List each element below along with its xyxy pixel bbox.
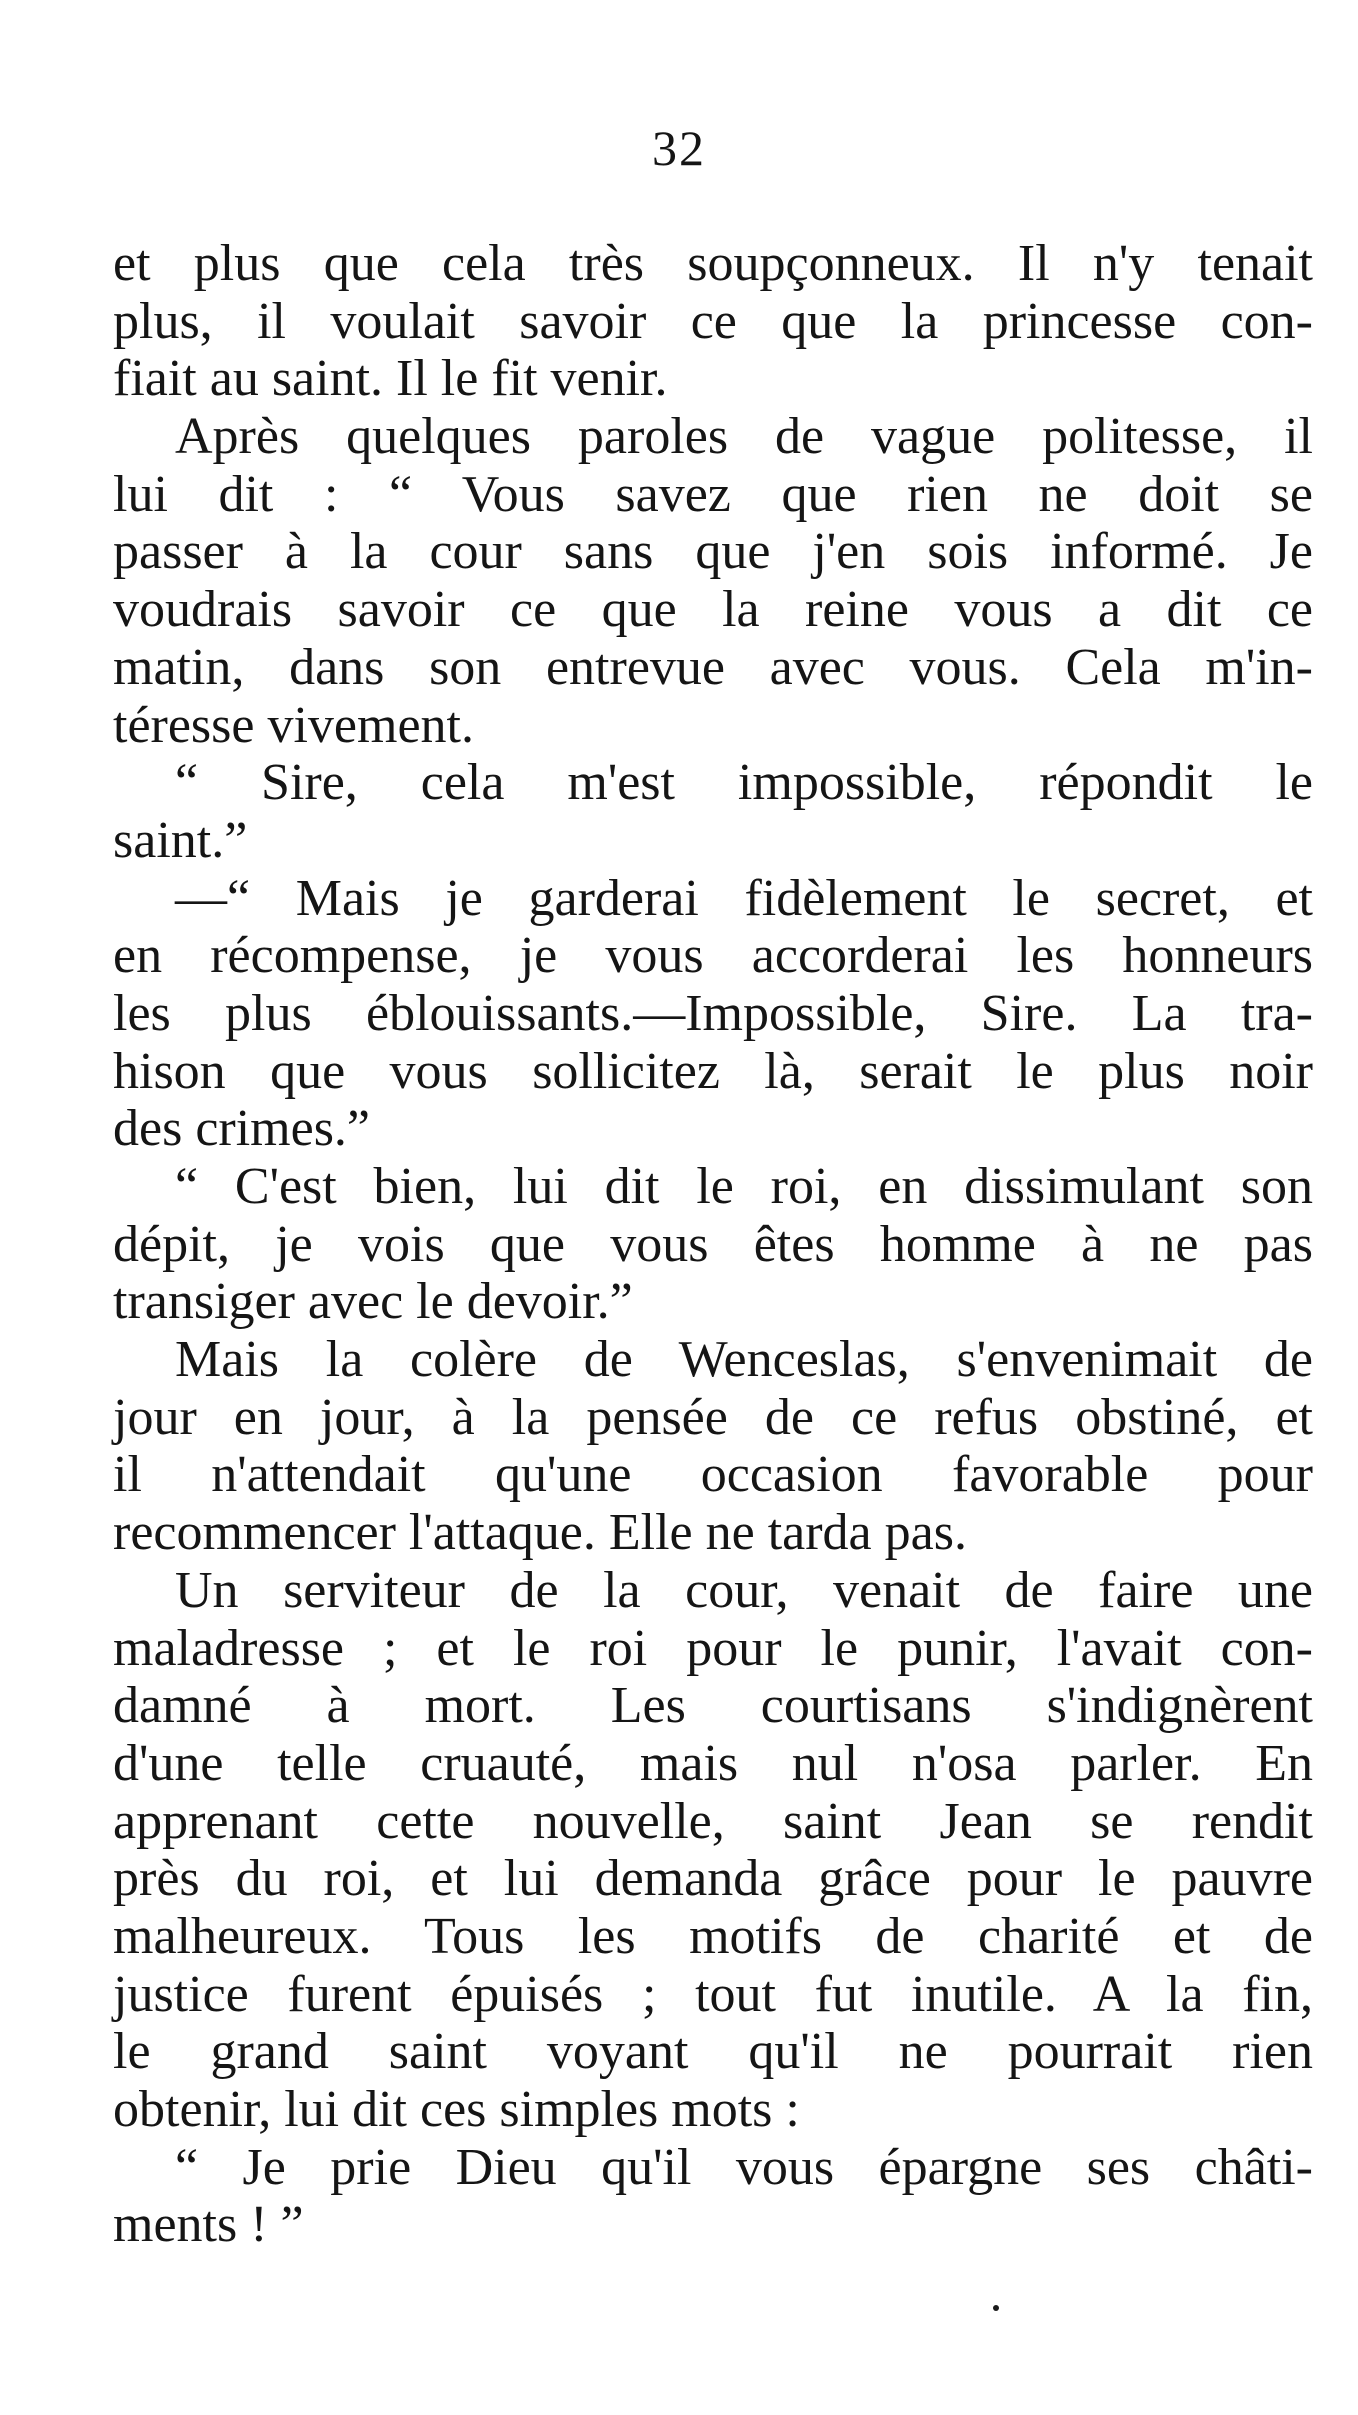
ink-speck <box>993 2305 999 2311</box>
body-text <box>113 235 1313 2254</box>
text-line: transiger avec le devoir.” <box>113 1273 633 1331</box>
text-line: “ C'est bien, lui dit le roi, en dissimulant son <box>175 1158 1313 1215</box>
text-line: dépit, je vois que vous êtes homme à ne pas <box>113 1215 1313 1273</box>
text-line: voudrais savoir ce que la reine vous a dit ce <box>113 581 1313 639</box>
text-line: —“ Mais je garderai fidèlement le secret, et <box>175 869 1313 927</box>
text-line: matin, dans son entrevue avec vous. Cela m'in- <box>113 638 1313 696</box>
text-line: recommencer l'attaque. Elle ne tarda pas. <box>113 1504 967 1562</box>
text-line: téresse vivement. <box>113 696 474 754</box>
text-line: jour en jour, à la pensée de ce refus obstiné, et <box>113 1388 1313 1446</box>
text-line: “ Sire, cela m'est impossible, répondit le <box>175 754 1313 812</box>
text-line: et plus que cela très soupçonneux. Il n'y tenait <box>113 235 1313 292</box>
text-line: en récompense, je vous accorderai les honneurs <box>113 927 1313 985</box>
text-line: passer à la cour sans que j'en sois informé. Je <box>113 523 1313 581</box>
text-line: il n'attendait qu'une occasion favorable pour <box>113 1446 1313 1504</box>
text-line: damné à mort. Les courtisans s'indignèrent <box>113 1677 1313 1735</box>
text-line: d'une telle cruauté, mais nul n'osa parler. En <box>113 1734 1313 1792</box>
text-line: le grand saint voyant qu'il ne pourrait rien <box>113 2023 1313 2081</box>
text-line: “ Je prie Dieu qu'il vous épargne ses châti- <box>175 2138 1313 2196</box>
text-line: des crimes.” <box>113 1100 371 1158</box>
text-line: maladresse ; et le roi pour le punir, l'avait con- <box>113 1619 1313 1677</box>
text-line: hison que vous sollicitez là, serait le plus noir <box>113 1042 1313 1100</box>
page-number: 32 <box>652 120 706 176</box>
text-line: saint.” <box>113 811 248 869</box>
text-line: fiait au saint. Il le fit venir. <box>113 350 668 408</box>
text-line: obtenir, lui dit ces simples mots : <box>113 2081 800 2138</box>
text-line: plus, il voulait savoir ce que la princesse con- <box>113 292 1313 350</box>
text-line: Un serviteur de la cour, venait de faire une <box>175 1561 1313 1619</box>
text-line: lui dit : “ Vous savez que rien ne doit se <box>113 465 1313 523</box>
text-line: les plus éblouissants.—Impossible, Sire. La tra- <box>113 984 1313 1042</box>
text-line: ments ! ” <box>113 2196 304 2254</box>
text-line: malheureux. Tous les motifs de charité et de <box>113 1907 1313 1965</box>
text-line: Mais la colère de Wenceslas, s'envenimait de <box>175 1331 1313 1389</box>
text-line: apprenant cette nouvelle, saint Jean se rendit <box>113 1792 1313 1850</box>
text-line: près du roi, et lui demanda grâce pour le pauvre <box>113 1850 1313 1908</box>
text-line: justice furent épuisés ; tout fut inutile. A la fin, <box>113 1965 1313 2023</box>
text-line: Après quelques paroles de vague politesse, il <box>175 408 1313 466</box>
